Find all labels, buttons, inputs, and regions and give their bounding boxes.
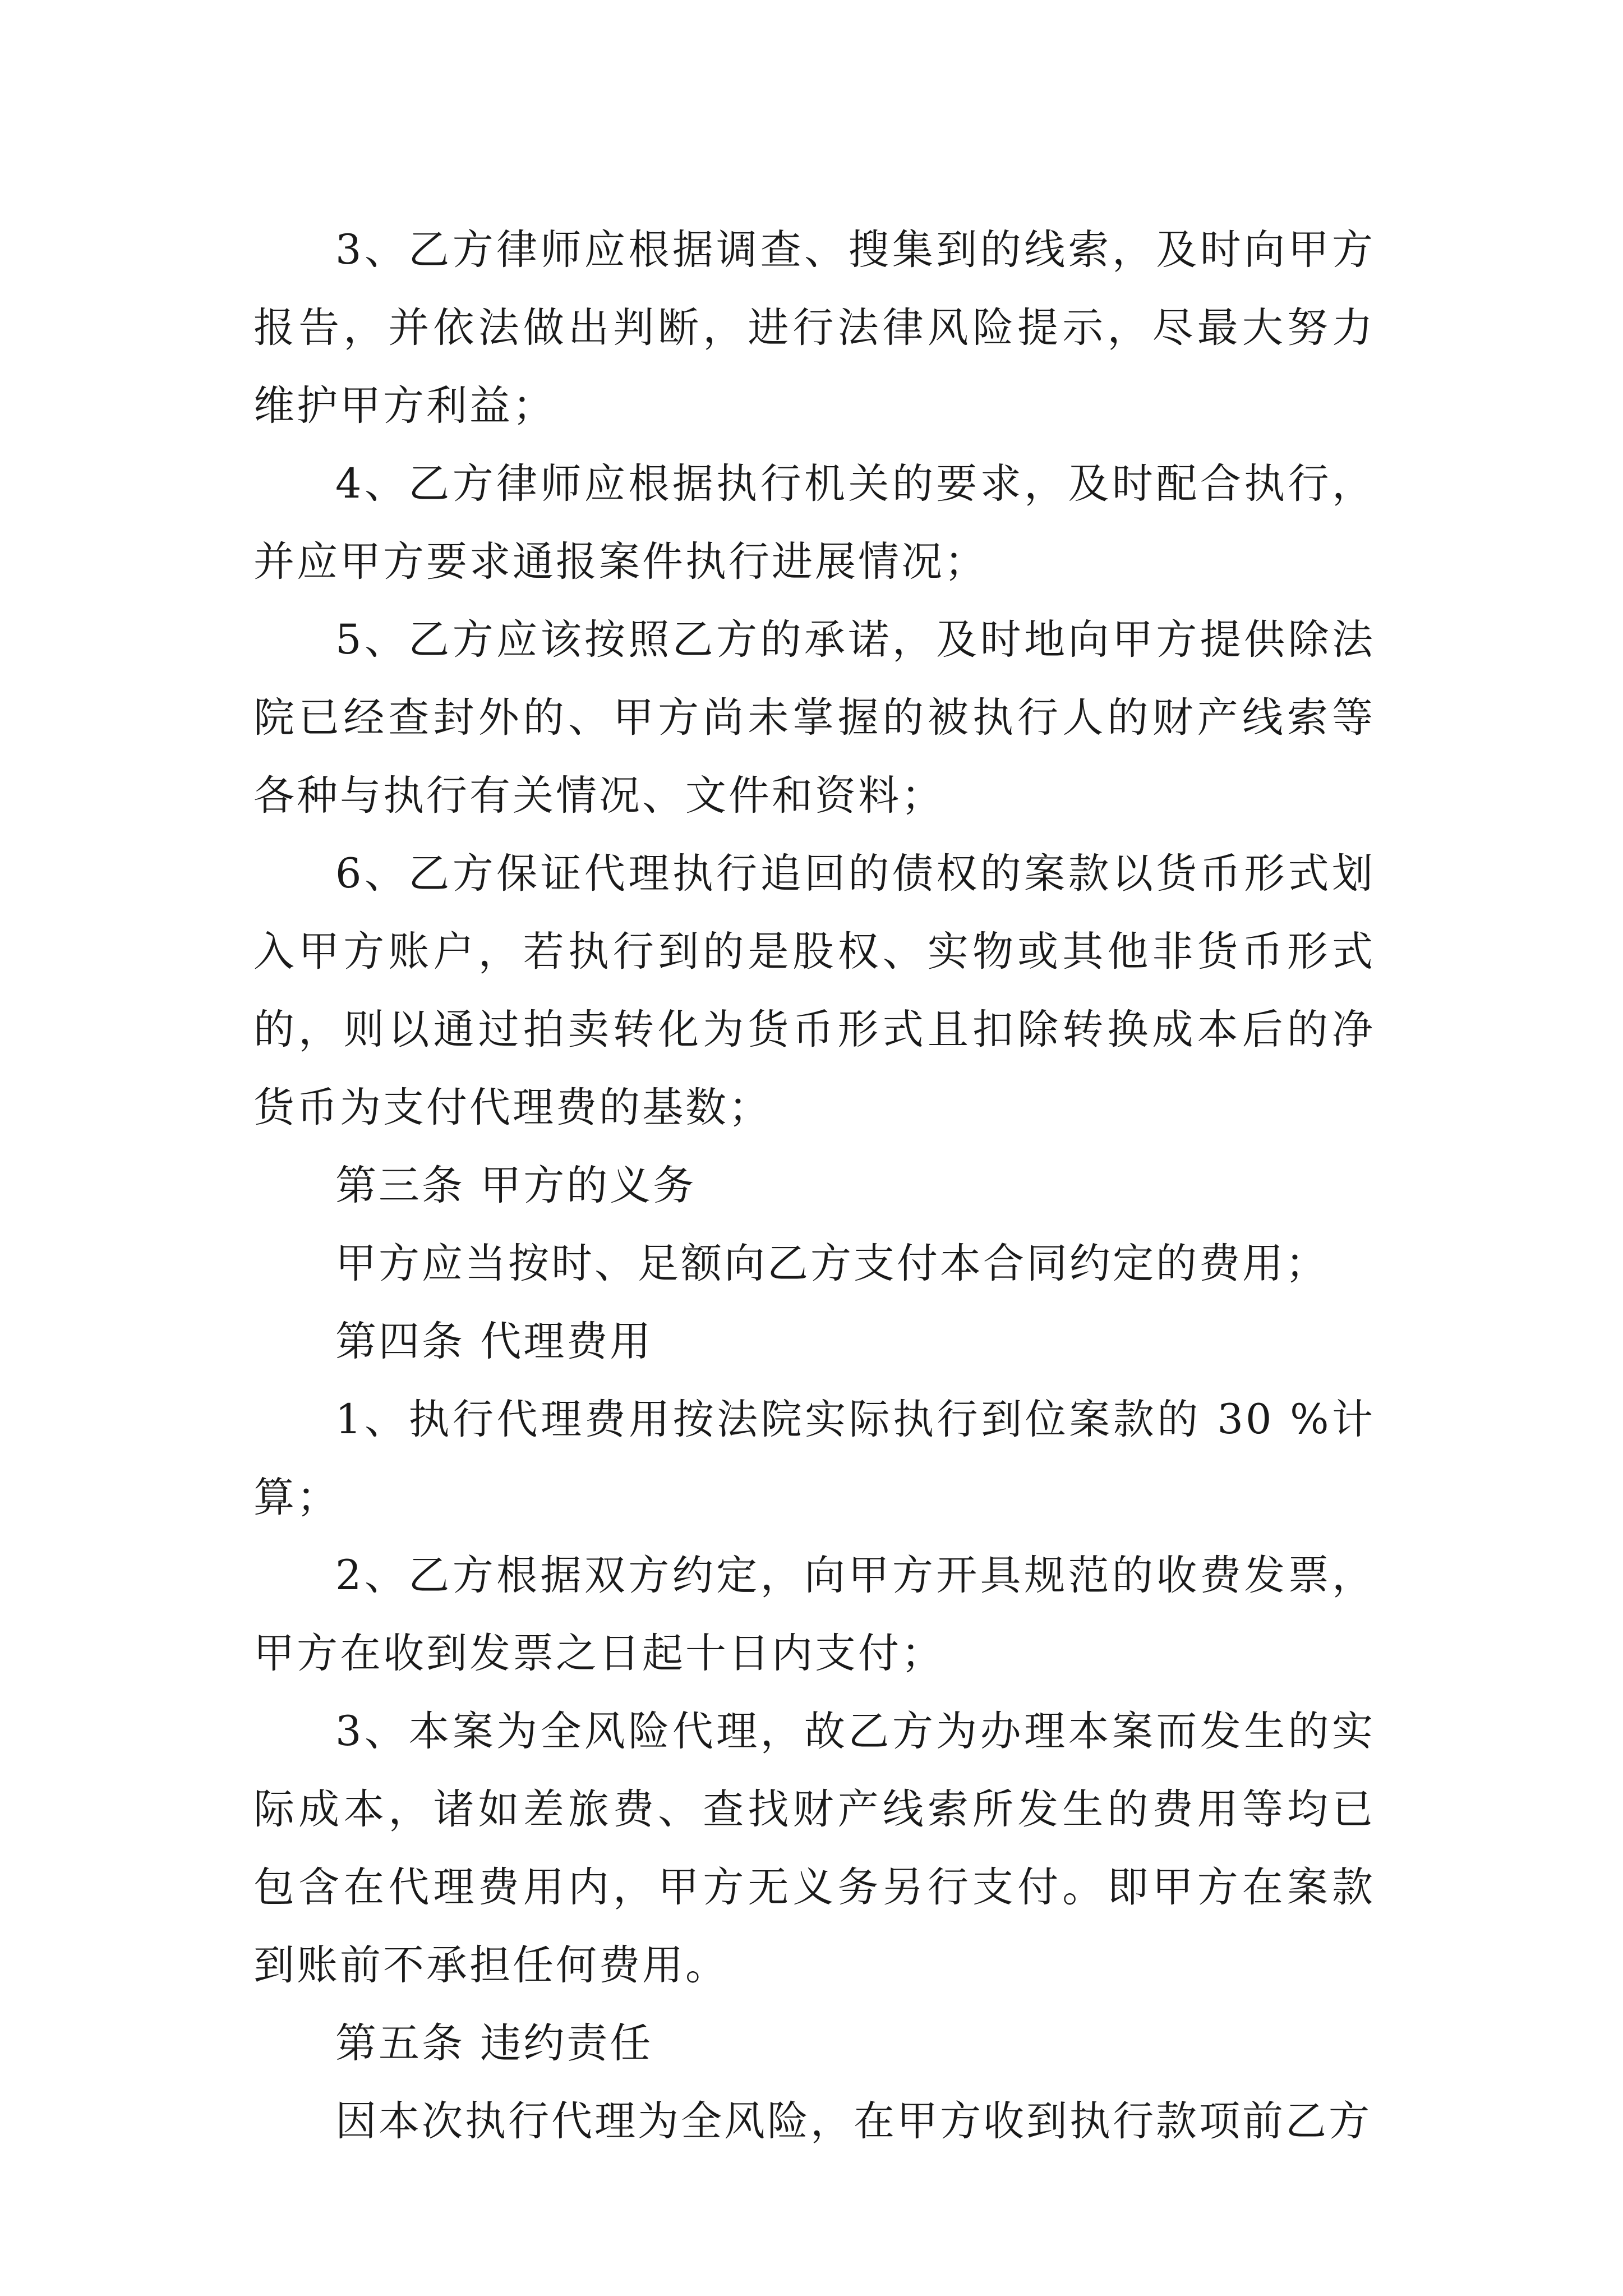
- article-5-heading: 第五条 违约责任: [335, 2019, 653, 2067]
- clause-paragraph-3: 3、乙方律师应根据调查、搜集到的线索，及时向甲方报告，并依法做出判断，进行法律风险提示，尽最大努力维护甲方利益；: [253, 226, 1375, 430]
- clause-paragraph-5: 5、乙方应该按照乙方的承诺，及时地向甲方提供除法院已经查封外的、甲方尚未掌握的被执行人的财产线索等各种与执行有关情况、文件和资料；: [253, 616, 1375, 820]
- article-3-paragraph: 甲方应当按时、足额向乙方支付本合同约定的费用；: [335, 1240, 1329, 1287]
- article-3-heading: 第三条 甲方的义务: [335, 1162, 697, 1209]
- contract-body: [253, 211, 1375, 2160]
- clause-paragraph-6: 6、乙方保证代理执行追回的债权的案款以货币形式划入甲方账户，若执行到的是股权、实物或其他非货币形式的，则以通过拍卖转化为货币形式且扣除转换成本后的净货币为支付代理费的基数；: [253, 850, 1375, 1131]
- clause-paragraph-4: 4、乙方律师应根据执行机关的要求，及时配合执行，并应甲方要求通报案件执行进展情况；: [253, 460, 1375, 586]
- fee-paragraph-2: 2、乙方根据双方约定，向甲方开具规范的收费发票，甲方在收到发票之日起十日内支付；: [253, 1552, 1375, 1677]
- fee-paragraph-3: 3、本案为全风险代理，故乙方为办理本案而发生的实际成本，诸如差旅费、查找财产线索所发生的费用等均已包含在代理费用内，甲方无义务另行支付。即甲方在案款到账前不承担任何费用。: [253, 1708, 1375, 1989]
- fee-paragraph-1: 1、执行代理费用按法院实际执行到位案款的 30 %计算；: [253, 1396, 1375, 1521]
- liability-paragraph: 因本次执行代理为全风险，在甲方收到执行款项前乙方: [335, 2097, 1372, 2145]
- article-4-heading: 第四条 代理费用: [335, 1318, 653, 1365]
